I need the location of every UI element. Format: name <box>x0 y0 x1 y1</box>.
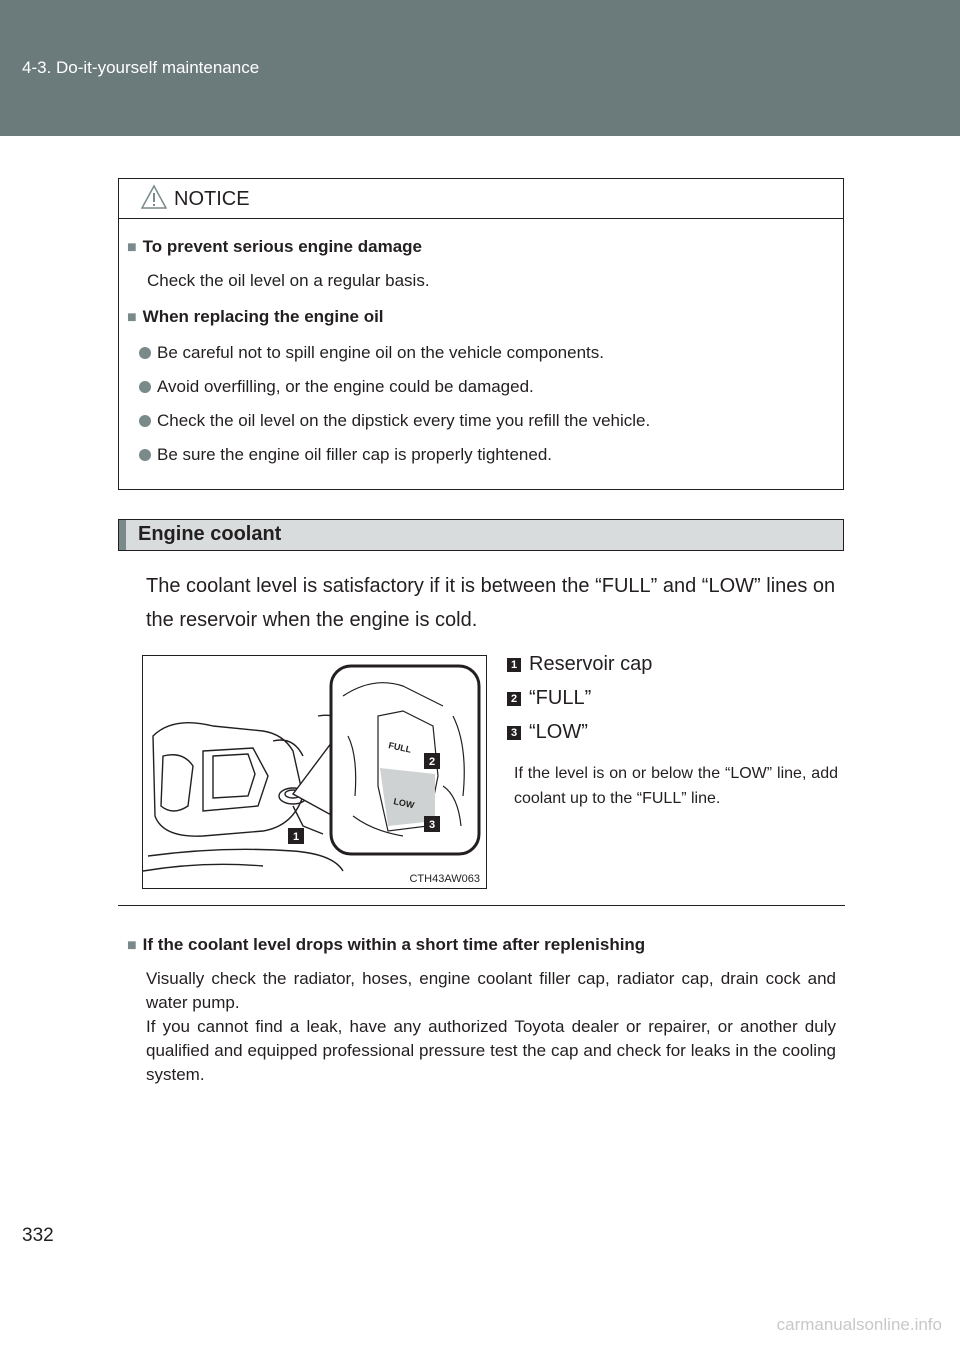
figure-code: CTH43AW063 <box>409 873 480 885</box>
fact-heading: ■ If the coolant level drops within a short time after replenishing <box>127 935 646 954</box>
watermark[interactable]: carmanualsonline.info <box>776 1315 942 1334</box>
fact-body <box>146 967 836 1087</box>
square-bullet-icon: ■ <box>127 239 137 256</box>
square-bullet-icon: ■ <box>127 309 137 326</box>
round-bullet-icon <box>139 449 151 461</box>
svg-text:1: 1 <box>292 831 300 843</box>
reservoir-low-mark: LOW <box>392 796 416 811</box>
round-bullet-icon <box>139 381 151 393</box>
callout-number: 3 <box>507 726 521 740</box>
reservoir-full-mark: FULL <box>387 740 413 755</box>
callout-badge <box>288 828 304 844</box>
svg-text:2: 2 <box>428 756 436 768</box>
callout-badge <box>424 753 440 769</box>
round-bullet-icon <box>139 415 151 427</box>
notice-bullet: Avoid overfilling, or the engine could be damaged. <box>139 377 534 397</box>
engine-bay-illustration <box>143 656 486 888</box>
divider <box>118 905 845 906</box>
notice-bullet: Check the oil level on the dipstick every time you refill the vehicle. <box>139 411 650 431</box>
figure-note: If the level is on or below the “LOW” line, add coolant up to the “FULL” line. <box>514 765 838 807</box>
fact-paragraph: If you cannot find a leak, have any authorized Toyota dealer or repairer, or another duly qualified and equipped professional pressure test the cap and check for leaks in the cooling system. <box>146 1017 836 1084</box>
legend-label: “LOW” <box>529 721 588 743</box>
round-bullet-icon <box>139 347 151 359</box>
square-bullet-icon: ■ <box>127 937 137 954</box>
notice-heading: ■ To prevent serious engine damage <box>127 237 422 256</box>
section-heading <box>118 519 844 551</box>
intro-paragraph: The coolant level is satisfactory if it is between the “FULL” and “LOW” lines on the reservoir when the engine is cold. <box>146 575 836 631</box>
fact-paragraph: Visually check the radiator, hoses, engine coolant filler cap, radiator cap, drain cock and water pump. <box>146 969 836 1012</box>
notice-box <box>118 178 844 490</box>
notice-title: NOTICE <box>174 188 250 210</box>
notice-bullet: Be careful not to spill engine oil on the vehicle components. <box>139 343 604 363</box>
page-header <box>0 0 960 136</box>
page-number: 332 <box>22 1225 54 1246</box>
legend-item <box>507 653 652 676</box>
notice-heading: ■ When replacing the engine oil <box>127 307 384 326</box>
notice-header <box>119 179 843 219</box>
engine-coolant-figure <box>142 655 487 889</box>
legend-item <box>507 687 591 710</box>
callout-number: 2 <box>507 692 521 706</box>
notice-text: Check the oil level on a regular basis. <box>147 271 430 290</box>
legend-label: Reservoir cap <box>529 653 653 675</box>
section-breadcrumb: 4-3. Do-it-yourself maintenance <box>22 58 260 77</box>
legend-label: “FULL” <box>529 687 592 709</box>
callout-badge <box>424 816 440 832</box>
callout-number: 1 <box>507 658 521 672</box>
notice-bullet: Be sure the engine oil filler cap is properly tightened. <box>139 445 552 465</box>
warning-triangle-icon <box>141 184 167 210</box>
legend-item <box>507 721 588 744</box>
svg-text:3: 3 <box>428 819 436 831</box>
section-title: Engine coolant <box>138 523 282 545</box>
